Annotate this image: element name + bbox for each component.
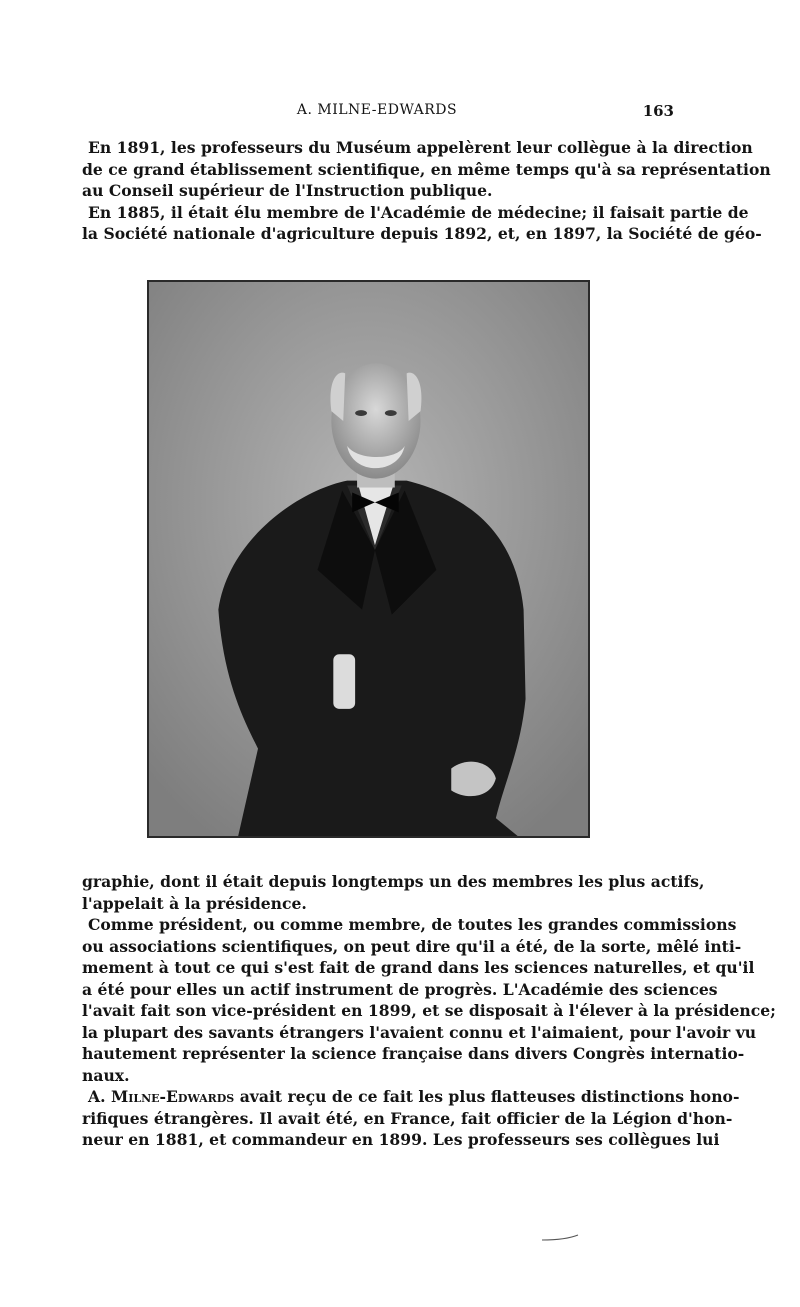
paragraph-line: rifiques étrangères. Il avait été, en France, fait officier de la Légion d'hon- — [82, 1108, 733, 1128]
paragraph-line: au Conseil supérieur de l'Instruction publique. — [82, 181, 493, 200]
portrait-photograph — [147, 280, 590, 838]
paragraph-line: l'avait fait son vice-président en 1899, et se disposait à l'élever à la présidence; — [82, 1001, 776, 1020]
author-initial: A. — [88, 1087, 111, 1106]
running-head — [80, 102, 674, 122]
text-block-top — [82, 137, 771, 245]
portrait-icon — [149, 282, 588, 836]
paragraph-line: mement à tout ce qui s'est fait de grand dans les sciences naturelles, et qu'il — [82, 958, 755, 977]
paragraph-line: graphie, dont il était depuis longtemps un des membres les plus actifs, — [82, 872, 705, 891]
text-block-bottom — [82, 871, 776, 1151]
paragraph-line: de ce grand établissement scientifique, en même temps qu'à sa représentation — [82, 159, 771, 179]
running-title: A. MILNE-EDWARDS — [296, 102, 458, 118]
paragraph-line: naux. — [82, 1065, 130, 1085]
paragraph-line — [82, 1086, 740, 1108]
paragraph-line: la plupart des savants étrangers l'avaient connu et l'aimaient, pour l'avoir vu — [82, 1022, 757, 1042]
paragraph-line: Comme président, ou comme membre, de toutes les grandes commissions — [88, 915, 737, 934]
paragraph-line: la Société nationale d'agriculture depuis 1892, et, en 1897, la Société de géo- — [82, 224, 762, 243]
scan-mark-icon — [540, 1234, 580, 1242]
paragraph-line: ou associations scientifiques, on peut dire qu'il a été, de la sorte, mêlé inti- — [82, 936, 742, 956]
paragraph-line: a été pour elles un actif instrument de progrès. L'Académie des sciences — [82, 979, 718, 999]
paragraph-line: l'appelait à la présidence. — [82, 893, 307, 913]
paragraph-line: En 1885, il était élu membre de l'Académie de médecine; il faisait partie de — [88, 202, 749, 222]
paragraph-line: neur en 1881, et commandeur en 1899. Les professeurs ses collègues lui — [82, 1130, 720, 1149]
paragraph-line: hautement représenter la science française dans divers Congrès internatio- — [82, 1044, 745, 1063]
line-text: avait reçu de ce fait les plus flatteuses distinctions hono- — [234, 1087, 740, 1106]
paragraph-line: En 1891, les professeurs du Muséum appelèrent leur collègue à la direction — [88, 138, 753, 157]
page-number: 163 — [642, 102, 674, 120]
author-name: Milne-Edwards — [110, 1087, 235, 1106]
